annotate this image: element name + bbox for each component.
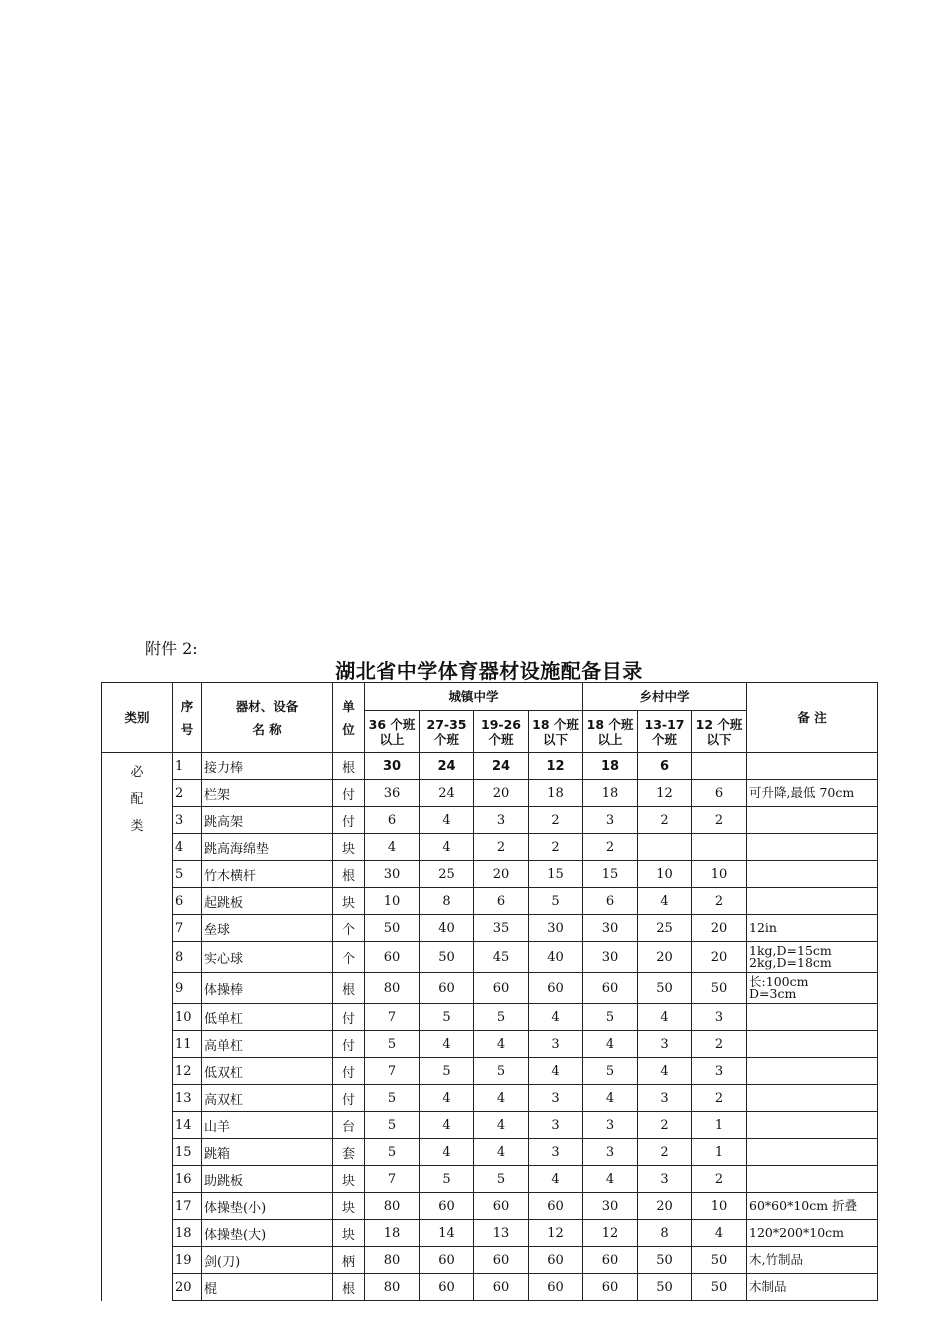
header-rural-13-17: [638, 711, 692, 753]
note-cell: [747, 753, 878, 780]
row-index: 14: [173, 1112, 202, 1139]
table-row: [102, 1274, 878, 1301]
header-urban-36plus-l1: 36 个班: [368, 716, 416, 732]
row-index: 19: [173, 1247, 202, 1274]
quantity-r3: 2: [692, 1085, 747, 1112]
quantity-r2: 2: [638, 1112, 692, 1139]
header-urban-18minus-l2: 以下: [543, 731, 569, 747]
quantity-r3: 20: [692, 942, 747, 973]
quantity-r1: 3: [583, 1112, 638, 1139]
note-cell: [747, 1085, 878, 1112]
quantity-u3: 5: [474, 1058, 529, 1085]
quantity-u3: 5: [474, 1004, 529, 1031]
table-row: [102, 1166, 878, 1193]
quantity-r1: 4: [583, 1166, 638, 1193]
quantity-u1: 60: [365, 942, 420, 973]
quantity-u3: 24: [474, 753, 529, 780]
equipment-name: 体操棒: [202, 973, 333, 1004]
equipment-name: 竹木横杆: [202, 861, 333, 888]
quantity-r1: 2: [583, 834, 638, 861]
quantity-r3: 10: [692, 861, 747, 888]
quantity-u3: 3: [474, 807, 529, 834]
unit-cell: 个: [333, 942, 365, 973]
quantity-r1: 18: [583, 753, 638, 780]
quantity-u1: 5: [365, 1139, 420, 1166]
quantity-u4: 30: [529, 915, 583, 942]
header-urban-19-26-l2: 个班: [488, 731, 514, 747]
category-cell: [102, 753, 173, 1301]
quantity-u2: 60: [420, 1274, 474, 1301]
quantity-r3: 10: [692, 1193, 747, 1220]
row-index: 9: [173, 973, 202, 1004]
quantity-u4: 4: [529, 1004, 583, 1031]
quantity-u4: 12: [529, 753, 583, 780]
equipment-table: [101, 682, 878, 1301]
unit-cell: 根: [333, 973, 365, 1004]
header-rural-18plus-l1: 18 个班: [586, 716, 634, 732]
quantity-u3: 60: [474, 1193, 529, 1220]
table-row: [102, 1220, 878, 1247]
quantity-u3: 4: [474, 1112, 529, 1139]
quantity-r3: 3: [692, 1058, 747, 1085]
quantity-r3: 20: [692, 915, 747, 942]
quantity-r1: 6: [583, 888, 638, 915]
quantity-u4: 60: [529, 1193, 583, 1220]
equipment-name: 棍: [202, 1274, 333, 1301]
table-row: [102, 973, 878, 1004]
quantity-r1: 60: [583, 1274, 638, 1301]
table-row: [102, 1112, 878, 1139]
quantity-u4: 2: [529, 807, 583, 834]
equipment-name: 跳高架: [202, 807, 333, 834]
header-rural-18plus-l2: 以上: [597, 731, 623, 747]
note-cell: [747, 1112, 878, 1139]
equipment-name: 跳箱: [202, 1139, 333, 1166]
quantity-u1: 80: [365, 1247, 420, 1274]
unit-cell: 付: [333, 1058, 365, 1085]
table-row: [102, 915, 878, 942]
quantity-r3: 2: [692, 1031, 747, 1058]
quantity-u1: 7: [365, 1166, 420, 1193]
note-cell: 长:100cm D=3cm: [747, 973, 878, 1004]
header-urban-18minus: [529, 711, 583, 753]
quantity-u4: 5: [529, 888, 583, 915]
quantity-u1: 30: [365, 753, 420, 780]
quantity-u1: 18: [365, 1220, 420, 1247]
unit-cell: 块: [333, 1166, 365, 1193]
note-cell: 木,竹制品: [747, 1247, 878, 1274]
note-cell: 12in: [747, 915, 878, 942]
unit-cell: 根: [333, 861, 365, 888]
quantity-r2: 50: [638, 1274, 692, 1301]
equipment-name: 栏架: [202, 780, 333, 807]
equipment-name: 跳高海绵垫: [202, 834, 333, 861]
table-row: [102, 1058, 878, 1085]
row-index: 3: [173, 807, 202, 834]
note-cell: 120*200*10cm: [747, 1220, 878, 1247]
table-row: [102, 834, 878, 861]
quantity-u2: 25: [420, 861, 474, 888]
row-index: 2: [173, 780, 202, 807]
unit-cell: 付: [333, 780, 365, 807]
header-unit-line2: 位: [342, 721, 355, 737]
unit-cell: 块: [333, 1220, 365, 1247]
quantity-u4: 4: [529, 1058, 583, 1085]
note-cell: [747, 1031, 878, 1058]
quantity-r2: 8: [638, 1220, 692, 1247]
quantity-r1: 30: [583, 942, 638, 973]
table-row: [102, 1085, 878, 1112]
row-index: 10: [173, 1004, 202, 1031]
header-unit-line1: 单: [342, 698, 355, 714]
page-title: 湖北省中学体育器材设施配备目录: [335, 659, 643, 683]
table-row: [102, 1031, 878, 1058]
quantity-r2: 4: [638, 1058, 692, 1085]
quantity-r3: 50: [692, 973, 747, 1004]
quantity-u2: 24: [420, 780, 474, 807]
equipment-name: 体操垫(大): [202, 1220, 333, 1247]
header-category: 类别: [102, 683, 173, 753]
table-row: [102, 807, 878, 834]
quantity-u4: 3: [529, 1085, 583, 1112]
quantity-r2: 2: [638, 807, 692, 834]
quantity-u2: 4: [420, 1085, 474, 1112]
unit-cell: 付: [333, 807, 365, 834]
quantity-u2: 40: [420, 915, 474, 942]
row-index: 4: [173, 834, 202, 861]
unit-cell: 个: [333, 915, 365, 942]
quantity-u2: 24: [420, 753, 474, 780]
row-index: 7: [173, 915, 202, 942]
note-cell: [747, 888, 878, 915]
quantity-u2: 8: [420, 888, 474, 915]
quantity-u4: 60: [529, 1247, 583, 1274]
quantity-u3: 35: [474, 915, 529, 942]
equipment-name: 山羊: [202, 1112, 333, 1139]
quantity-r2: 25: [638, 915, 692, 942]
quantity-u2: 60: [420, 1247, 474, 1274]
equipment-name: 起跳板: [202, 888, 333, 915]
unit-cell: 块: [333, 1193, 365, 1220]
category-char: 配: [130, 792, 144, 807]
quantity-u4: 18: [529, 780, 583, 807]
quantity-r3: 50: [692, 1274, 747, 1301]
quantity-u3: 6: [474, 888, 529, 915]
header-rural-13-17-l2: 个班: [652, 731, 678, 747]
row-index: 16: [173, 1166, 202, 1193]
quantity-r2: 3: [638, 1085, 692, 1112]
header-index: [173, 683, 202, 753]
quantity-r2: 12: [638, 780, 692, 807]
quantity-r2: 20: [638, 942, 692, 973]
equipment-name: 助跳板: [202, 1166, 333, 1193]
header-name-line2: 名 称: [252, 721, 282, 737]
note-cell: [747, 861, 878, 888]
row-index: 11: [173, 1031, 202, 1058]
header-urban-19-26-l1: 19-26: [481, 716, 521, 732]
note-cell: 可升降,最低 70cm: [747, 780, 878, 807]
unit-cell: 根: [333, 1274, 365, 1301]
row-index: 1: [173, 753, 202, 780]
unit-cell: 付: [333, 1031, 365, 1058]
row-index: 6: [173, 888, 202, 915]
quantity-u3: 13: [474, 1220, 529, 1247]
quantity-u1: 7: [365, 1058, 420, 1085]
row-index: 18: [173, 1220, 202, 1247]
quantity-r1: 30: [583, 915, 638, 942]
quantity-u1: 80: [365, 1274, 420, 1301]
equipment-name: 体操垫(小): [202, 1193, 333, 1220]
quantity-u1: 7: [365, 1004, 420, 1031]
note-cell: [747, 1139, 878, 1166]
header-rural-group: 乡村中学: [583, 683, 747, 711]
quantity-u2: 4: [420, 1112, 474, 1139]
quantity-u4: 15: [529, 861, 583, 888]
unit-cell: 根: [333, 753, 365, 780]
quantity-u2: 60: [420, 973, 474, 1004]
quantity-u3: 5: [474, 1166, 529, 1193]
note-cell: 木制品: [747, 1274, 878, 1301]
quantity-u4: 40: [529, 942, 583, 973]
quantity-u4: 60: [529, 1274, 583, 1301]
quantity-u4: 60: [529, 973, 583, 1004]
quantity-r1: 30: [583, 1193, 638, 1220]
quantity-r2: 10: [638, 861, 692, 888]
quantity-r3: [692, 753, 747, 780]
table-row: [102, 1193, 878, 1220]
quantity-r1: 5: [583, 1004, 638, 1031]
quantity-u2: 4: [420, 1031, 474, 1058]
quantity-r1: 60: [583, 1247, 638, 1274]
row-index: 13: [173, 1085, 202, 1112]
quantity-r2: 20: [638, 1193, 692, 1220]
quantity-r3: 6: [692, 780, 747, 807]
quantity-r1: 4: [583, 1031, 638, 1058]
quantity-r1: 3: [583, 807, 638, 834]
note-cell: [747, 807, 878, 834]
quantity-u3: 20: [474, 861, 529, 888]
quantity-r2: 2: [638, 1139, 692, 1166]
row-index: 5: [173, 861, 202, 888]
quantity-u4: 3: [529, 1031, 583, 1058]
quantity-u2: 60: [420, 1193, 474, 1220]
table-row: [102, 780, 878, 807]
quantity-r2: 4: [638, 888, 692, 915]
row-index: 8: [173, 942, 202, 973]
table-row: [102, 1004, 878, 1031]
quantity-r3: 50: [692, 1247, 747, 1274]
header-urban-27-35-l2: 个班: [433, 731, 459, 747]
quantity-r3: 2: [692, 888, 747, 915]
quantity-r1: 15: [583, 861, 638, 888]
header-index-line1: 序: [180, 698, 194, 714]
quantity-u3: 60: [474, 1274, 529, 1301]
category-char: 类: [130, 819, 144, 834]
table-body: [102, 753, 878, 1301]
quantity-u2: 14: [420, 1220, 474, 1247]
note-cell: [747, 1004, 878, 1031]
quantity-r3: 1: [692, 1112, 747, 1139]
quantity-r1: 60: [583, 973, 638, 1004]
unit-cell: 块: [333, 834, 365, 861]
quantity-u3: 45: [474, 942, 529, 973]
quantity-r2: 50: [638, 973, 692, 1004]
quantity-r3: 2: [692, 807, 747, 834]
equipment-name: 低单杠: [202, 1004, 333, 1031]
row-index: 15: [173, 1139, 202, 1166]
header-urban-group: 城镇中学: [365, 683, 583, 711]
note-cell: [747, 1058, 878, 1085]
quantity-r2: 4: [638, 1004, 692, 1031]
quantity-u1: 80: [365, 973, 420, 1004]
unit-cell: 套: [333, 1139, 365, 1166]
header-urban-19-26: [474, 711, 529, 753]
quantity-r2: 50: [638, 1247, 692, 1274]
quantity-r3: 1: [692, 1139, 747, 1166]
row-index: 12: [173, 1058, 202, 1085]
quantity-u3: 60: [474, 973, 529, 1004]
header-notes: 备 注: [747, 683, 878, 753]
header-unit: [333, 683, 365, 753]
equipment-name: 实心球: [202, 942, 333, 973]
header-rural-12minus-l1: 12 个班: [695, 716, 743, 732]
quantity-u2: 4: [420, 807, 474, 834]
quantity-u3: 4: [474, 1139, 529, 1166]
quantity-u4: 3: [529, 1139, 583, 1166]
category-char: 必: [130, 765, 144, 780]
header-urban-36plus-l2: 以上: [379, 731, 405, 747]
header-row-1: [102, 683, 878, 711]
quantity-u2: 5: [420, 1058, 474, 1085]
unit-cell: 块: [333, 888, 365, 915]
header-rural-12minus: [692, 711, 747, 753]
quantity-u2: 4: [420, 834, 474, 861]
equipment-name: 剑(刀): [202, 1247, 333, 1274]
quantity-u3: 20: [474, 780, 529, 807]
quantity-u2: 4: [420, 1139, 474, 1166]
quantity-u1: 5: [365, 1085, 420, 1112]
quantity-r3: 3: [692, 1004, 747, 1031]
header-index-line2: 号: [180, 721, 194, 737]
quantity-u4: 4: [529, 1166, 583, 1193]
quantity-r3: 4: [692, 1220, 747, 1247]
unit-cell: 付: [333, 1004, 365, 1031]
header-urban-18minus-l1: 18 个班: [532, 716, 579, 732]
quantity-r3: [692, 834, 747, 861]
equipment-table-container: [101, 682, 877, 1304]
quantity-u3: 4: [474, 1085, 529, 1112]
table-row: [102, 861, 878, 888]
unit-cell: 柄: [333, 1247, 365, 1274]
quantity-u1: 5: [365, 1112, 420, 1139]
quantity-u1: 10: [365, 888, 420, 915]
quantity-u2: 50: [420, 942, 474, 973]
unit-cell: 付: [333, 1085, 365, 1112]
quantity-u1: 80: [365, 1193, 420, 1220]
quantity-u1: 4: [365, 834, 420, 861]
quantity-u2: 5: [420, 1004, 474, 1031]
unit-cell: 台: [333, 1112, 365, 1139]
quantity-r1: 12: [583, 1220, 638, 1247]
quantity-u1: 36: [365, 780, 420, 807]
header-urban-27-35-l1: 27-35: [426, 716, 467, 732]
note-cell: 1kg,D=15cm 2kg,D=18cm: [747, 942, 878, 973]
note-cell: 60*60*10cm 折叠: [747, 1193, 878, 1220]
equipment-name: 接力棒: [202, 753, 333, 780]
table-row: [102, 753, 878, 780]
equipment-name: 低双杠: [202, 1058, 333, 1085]
header-rural-13-17-l1: 13-17: [644, 716, 685, 732]
table-row: [102, 1247, 878, 1274]
quantity-r2: 3: [638, 1166, 692, 1193]
row-index: 20: [173, 1274, 202, 1301]
quantity-r1: 3: [583, 1139, 638, 1166]
table-row: [102, 1139, 878, 1166]
quantity-u1: 50: [365, 915, 420, 942]
quantity-r2: 6: [638, 753, 692, 780]
quantity-u4: 2: [529, 834, 583, 861]
note-cell: [747, 834, 878, 861]
note-cell: [747, 1166, 878, 1193]
quantity-r2: 3: [638, 1031, 692, 1058]
quantity-r3: 2: [692, 1166, 747, 1193]
quantity-u1: 30: [365, 861, 420, 888]
quantity-u4: 3: [529, 1112, 583, 1139]
equipment-name: 高双杠: [202, 1085, 333, 1112]
quantity-u3: 60: [474, 1247, 529, 1274]
quantity-u3: 4: [474, 1031, 529, 1058]
header-rural-12minus-l2: 以下: [706, 731, 732, 747]
quantity-u2: 5: [420, 1166, 474, 1193]
quantity-r1: 18: [583, 780, 638, 807]
equipment-name: 高单杠: [202, 1031, 333, 1058]
equipment-name: 垒球: [202, 915, 333, 942]
quantity-u4: 12: [529, 1220, 583, 1247]
header-name-line1: 器材、设备: [235, 698, 299, 714]
quantity-u1: 5: [365, 1031, 420, 1058]
quantity-r1: 4: [583, 1085, 638, 1112]
quantity-u1: 6: [365, 807, 420, 834]
table-row: [102, 888, 878, 915]
quantity-r2: [638, 834, 692, 861]
quantity-u3: 2: [474, 834, 529, 861]
header-urban-36plus: [365, 711, 420, 753]
header-rural-18plus: [583, 711, 638, 753]
row-index: 17: [173, 1193, 202, 1220]
header-name: [202, 683, 333, 753]
table-row: [102, 942, 878, 973]
attachment-label: 附件 2:: [145, 639, 198, 658]
header-urban-27-35: [420, 711, 474, 753]
quantity-r1: 5: [583, 1058, 638, 1085]
